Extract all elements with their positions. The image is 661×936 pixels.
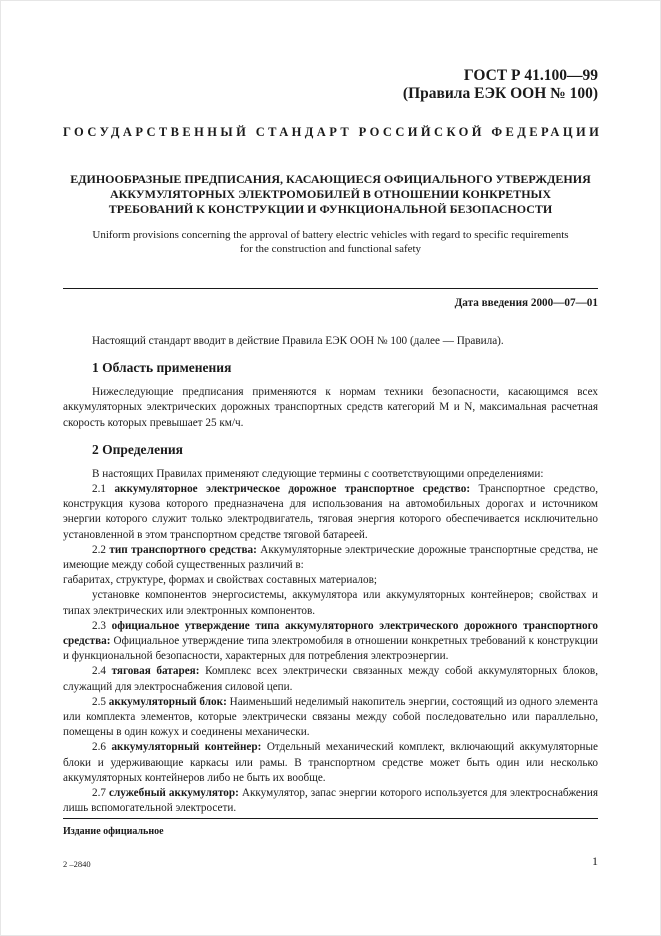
- definition-term: аккумуляторный блок:: [108, 695, 227, 708]
- definition-2-5: [63, 695, 598, 741]
- introduction-date: Дата введения 2000—07—01: [454, 297, 598, 309]
- edition-label: Издание официальное: [63, 826, 164, 837]
- definition-number: 2.6: [92, 741, 106, 754]
- title-line: ТРЕБОВАНИЙ К КОНСТРУКЦИИ И ФУНКЦИОНАЛЬНОЙ БЕЗОПАСНОСТИ: [108, 202, 553, 216]
- print-code: 2 –2840: [63, 859, 91, 869]
- document-body: [63, 334, 598, 816]
- definition-text: Официальное утверждение типа электромобиля в отношении конкретных требований к конструкции и функциональной безопасности, характерных для потребления электроэнергии.: [63, 635, 598, 663]
- page-number: 1: [592, 854, 598, 868]
- rules-reference: (Правила ЕЭК ООН № 100): [402, 85, 598, 102]
- definition-term: тяговая батарея:: [111, 665, 200, 678]
- horizontal-rule: [63, 288, 598, 289]
- section-2-heading: 2 Определения: [92, 441, 183, 457]
- gost-number: ГОСТ Р 41.100—99: [463, 67, 598, 84]
- subtitle-line: for the construction and functional safety: [239, 243, 422, 255]
- definition-2-2-item: установке компонентов энергосистемы, аккумулятора или аккумуляторных контейнеров; свойствах и типах электрических или электронных компонентов.: [63, 589, 598, 617]
- definition-term: официальное утверждение типа аккумуляторного электрического дорожного транспортного средства:: [63, 619, 599, 648]
- definition-term: тип транспортного средства:: [109, 543, 257, 556]
- title-line: АККУМУЛЯТОРНЫХ ЭЛЕКТРОМОБИЛЕЙ В ОТНОШЕНИИ КОНКРЕТНЫХ: [109, 187, 551, 201]
- definition-text: Наименьший неделимый накопитель энергии, состоящий из одного элемента или комплекта элементов, которые электрически связаны между собой последовательно или параллельно, помещены в один кожух и соединены механически.: [63, 695, 598, 739]
- definition-number: 2.2: [92, 543, 106, 556]
- definition-number: 2.3: [92, 619, 106, 632]
- definition-text: Комплекс всех электрически связанных между собой аккумуляторных блоков, служащий для электроснабжения силовой цепи.: [63, 665, 599, 693]
- definition-2-6: [63, 740, 598, 786]
- gost-designation: [403, 67, 598, 103]
- definition-number: 2.7: [92, 787, 106, 800]
- definition-number: 2.5: [92, 695, 106, 708]
- section-1-heading: 1 Область применения: [92, 360, 232, 376]
- definition-term: служебный аккумулятор:: [109, 787, 239, 800]
- definition-2-4: [63, 664, 598, 694]
- section-2-intro: В настоящих Правилах применяют следующие термины с соответствующими определениями:: [92, 467, 544, 480]
- definition-term: аккумуляторный контейнер:: [111, 741, 262, 754]
- definition-term: аккумуляторное электрическое дорожное транспортное средство:: [114, 483, 471, 496]
- section-1-text: Нижеследующие предписания применяются к нормам техники безопасности, касающимся всех аккумуляторных электрических дорожных транспортных средств категорий M и N, максимальная расчетная скорость которых превышает 25 км/ч.: [63, 386, 598, 429]
- definition-2-3: [63, 619, 598, 665]
- subtitle-line: Uniform provisions concerning the approval of battery electric vehicles with regard to specific requirements: [92, 229, 569, 241]
- document-title: [63, 172, 598, 217]
- footer-rule: [63, 818, 598, 819]
- definition-text: Транспортное средство, конструкция кузова которого предназначена для использования на автомобильных дорогах и источником энергии которого служит только электродвигатель, тяговая энергия которого обеспечивается исключительно установленной в этом транспортном средстве тяговой батареей.: [63, 483, 599, 541]
- definition-text: Отдельный механический комплект, включающий аккумуляторные блоки и удерживающие каркасы или рамы. В транспортном средстве может быть один или несколько аккумуляторных контейнеров либо не быть их вообще.: [63, 741, 599, 784]
- definition-2-2: [63, 543, 598, 573]
- definition-2-2-item: габаритах, структуре, формах и свойствах составных материалов;: [63, 574, 378, 587]
- definition-text: Аккумулятор, запас энергии которого используется для электроснабжения лишь вспомогательной электросети.: [63, 787, 598, 815]
- state-standard-heading: ГОСУДАРСТВЕННЫЙ СТАНДАРТ РОССИЙСКОЙ ФЕДЕРАЦИИ: [63, 125, 603, 139]
- definition-2-7: [63, 786, 598, 816]
- intro-paragraph: Настоящий стандарт вводит в действие Правила ЕЭК ООН № 100 (далее — Правила).: [92, 335, 504, 347]
- english-title: [63, 228, 598, 256]
- definition-2-1: [63, 482, 598, 543]
- title-line: ЕДИНООБРАЗНЫЕ ПРЕДПИСАНИЯ, КАСАЮЩИЕСЯ ОФИЦИАЛЬНОГО УТВЕРЖДЕНИЯ: [70, 172, 591, 186]
- definition-number: 2.4: [92, 665, 106, 678]
- definition-text: Аккумуляторные электрические дорожные транспортные средства, не имеющие между собой существенных различий в:: [63, 543, 599, 572]
- definition-number: 2.1: [92, 483, 106, 496]
